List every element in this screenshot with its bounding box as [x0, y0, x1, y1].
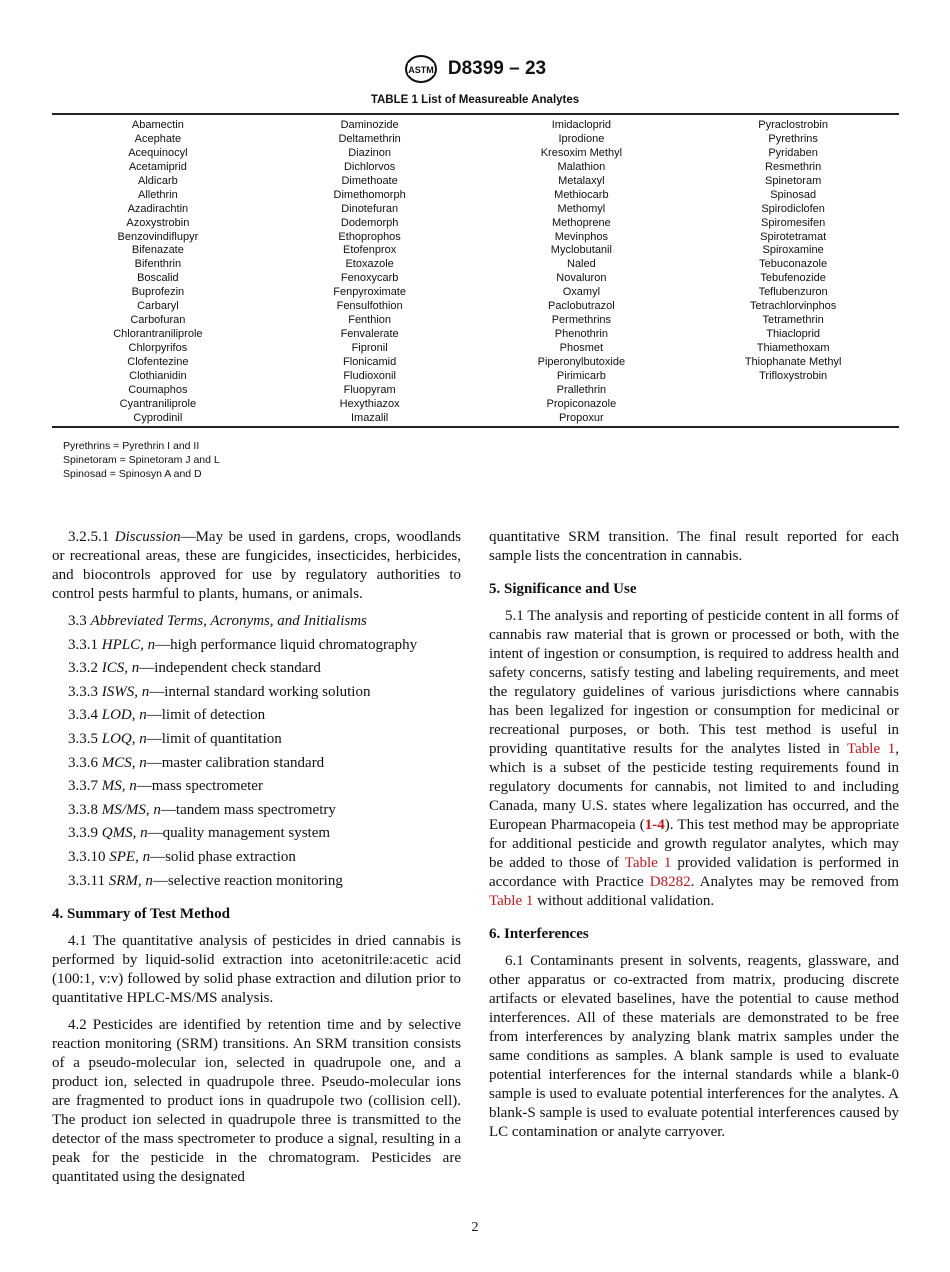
table-cell: Acephate: [134, 132, 182, 145]
text-run: MS/MS, n: [101, 801, 161, 818]
footnote: Pyrethrins = Pyrethrin I and II: [63, 440, 200, 452]
text-run: —master calibration standard: [146, 754, 325, 771]
table-cell: Daminozide: [340, 119, 399, 131]
table-cell: Cyantraniliprole: [119, 397, 197, 410]
table-cell: Carbofuran: [130, 314, 186, 327]
table-cell: Piperonylbutoxide: [537, 355, 626, 368]
table-column: [476, 115, 688, 426]
table-cell: Diazinon: [348, 146, 392, 159]
text-run: —internal standard working solution: [149, 683, 371, 700]
paragraph: [489, 528, 899, 566]
reference-link[interactable]: Table 1: [847, 741, 896, 757]
table-cell: Dimethomorph: [333, 188, 406, 201]
text-run: —mass spectrometer: [136, 778, 263, 795]
paragraph: [489, 607, 899, 911]
table-cell: Permethrins: [551, 314, 612, 327]
reference-link[interactable]: 1-4: [644, 817, 665, 833]
table-cell: Propiconazole: [546, 397, 617, 410]
text-run: 3.3.7: [68, 778, 102, 795]
table-cell: Metalaxyl: [558, 174, 605, 187]
text-run: HPLC, n: [101, 636, 156, 653]
table-cell: Malathion: [557, 160, 606, 173]
table-cell: Abamectin: [131, 119, 184, 131]
table-cell: Bifenazate: [131, 244, 184, 257]
text-run: 5. Significance and Use: [489, 581, 637, 597]
term-definition: [52, 612, 461, 631]
text-run: —tandem mass spectrometry: [160, 801, 336, 818]
table-cell: Teflubenzuron: [758, 286, 828, 299]
section-heading: [52, 905, 461, 924]
table-column: [52, 115, 264, 426]
table-column: [687, 115, 899, 426]
text-run: QMS, n: [101, 825, 148, 842]
table-cell: Etoxazole: [345, 258, 394, 271]
table-cell: Cyprodinil: [133, 411, 183, 424]
right-column: [489, 528, 899, 1150]
table-cell: Imidacloprid: [551, 119, 612, 131]
text-run: ISWS, n: [101, 683, 150, 700]
text-run: SRM, n: [108, 872, 153, 889]
table-cell: Azoxystrobin: [126, 216, 190, 229]
table-cell: Coumaphos: [128, 383, 188, 396]
table-cell: Acequinocyl: [128, 146, 188, 159]
text-run: 6.1 Contaminants present in solvents, reagents, glassware, and other apparatus or co-extracted from matrix, producing discrete artifacts or elevated baselines, have the potential to cause method interferences. All of these materials are demonstrated to be free from interferences by analyzing blank matrix samples under the same conditions as samples. A blank sample is used to evaluate potential interferences for the internal standards while a blank-0 sample is used to evaluate potential interferences for the analytes. A blank-S sample is used to evaluate potential interferences caused by LC contamination or analyte carryover.: [489, 953, 899, 1140]
document-id: D8399 – 23: [447, 58, 547, 79]
text-run: 6. Interferences: [489, 926, 589, 942]
document-header: [0, 54, 950, 84]
term-definition: [52, 636, 461, 655]
text-run: 5.1 The analysis and reporting of pesticide content in all forms of cannabis raw material that is grown or processed or both, with the intent of ingestion or consumption, is required to address health and safety concerns, satisfy testing and labeling requirements, and meet the regulatory guidelines of various jurisdictions where cannabis has been legalized for ingestion or consumption for medicinal or recreational purposes, or both. This test method is useful in providing quantitative results for the analytes listed in: [489, 608, 899, 757]
table-cell: Thiophanate Methyl: [744, 355, 842, 368]
table-cell: Ethoprophos: [338, 230, 401, 243]
table-cell: Trifloxystrobin: [759, 369, 828, 382]
table-cell: Fenvalerate: [340, 328, 399, 341]
text-run: —solid phase extraction: [150, 848, 296, 865]
paragraph: [52, 1016, 461, 1187]
table-footnotes: [63, 439, 220, 481]
reference-link[interactable]: Table 1: [624, 855, 672, 871]
table-cell: Propoxur: [559, 411, 604, 424]
table-cell: Boscalid: [137, 272, 179, 285]
text-run: 4. Summary of Test Method: [52, 905, 230, 922]
svg-text:ASTM: ASTM: [408, 65, 434, 75]
table-cell: Acetamiprid: [128, 160, 187, 173]
text-run: 3.3.2: [68, 660, 102, 677]
table-cell: Fludioxonil: [343, 369, 396, 382]
footnote: Spinetoram = Spinetoram J and L: [63, 454, 220, 466]
section-heading: [489, 925, 899, 944]
text-run: 3.2.5.1: [68, 529, 115, 545]
text-run: 4.2 Pesticides are identified by retention time and by selective reaction monitoring (SRM) transitions. An SRM transition consists of a pseudo-molecular ion, selected in quadrupole one, and a product ion, selected in quadrupole three. Pseudo-molecular ions are fragmented to product ions in quadrupole two (collision cell). The product ion selected in quadrupole three is transmitted to the detector of the mass spectrometer to produce a signal, resulting in a peak for the pesticide in the chromatogram. Pesticides are quantitated using the designated: [52, 1016, 461, 1185]
table-cell: Thiamethoxam: [756, 342, 830, 354]
table-cell: Spinetoram: [764, 174, 822, 187]
table-cell: Phosmet: [559, 342, 604, 354]
table-cell: Fenoxycarb: [340, 272, 399, 285]
paragraph: [489, 952, 899, 1142]
text-run: 3.3.8: [68, 801, 102, 818]
table-cell: Imazalil: [350, 411, 389, 424]
table-cell: Kresoxim Methyl: [540, 146, 623, 159]
table-cell: Pyrethrins: [768, 132, 818, 145]
table-cell: Aldicarb: [138, 174, 178, 187]
table-cell: Spirotetramat: [760, 230, 827, 243]
table-cell: Tebuconazole: [759, 258, 828, 271]
term-definition: [52, 754, 461, 773]
table-cell: Naled: [567, 258, 596, 271]
table-cell: Chlorpyrifos: [128, 342, 188, 354]
term-definition: [52, 848, 461, 867]
text-run: 3.3.11: [68, 872, 109, 889]
text-run: 3.3.3: [68, 683, 102, 700]
term-definition: [52, 801, 461, 820]
footnote: Spinosad = Spinosyn A and D: [63, 468, 202, 480]
term-definition: [52, 730, 461, 749]
text-run: —limit of detection: [146, 707, 266, 724]
text-run: 3.3.10: [68, 848, 110, 865]
reference-link[interactable]: Table 1: [489, 893, 534, 909]
text-run: —selective reaction monitoring: [152, 872, 343, 889]
table-cell: Tetrachlorvinphos: [750, 300, 837, 313]
text-run: LOQ, n: [101, 730, 147, 747]
table-cell: Etofenprox: [343, 244, 397, 257]
text-run: 3.3.9: [68, 825, 102, 842]
term-definition: [52, 706, 461, 725]
table-cell: Fensulfothion: [336, 300, 403, 313]
table-cell: Spinosad: [770, 188, 817, 201]
term-definition: [52, 659, 461, 678]
table-cell: Prallethrin: [556, 383, 607, 396]
table-cell: Dinotefuran: [341, 202, 399, 215]
table-cell: Allethrin: [138, 188, 178, 201]
table-cell: Fenpyroximate: [333, 286, 406, 299]
term-definition: [52, 683, 461, 702]
table-cell: Azadirachtin: [127, 202, 189, 215]
reference-link[interactable]: D8282: [649, 874, 691, 890]
paragraph: [52, 932, 461, 1008]
table-cell: Iprodione: [558, 132, 605, 145]
term-definition: [52, 872, 461, 891]
text-run: Abbreviated Terms, Acronyms, and Initialisms: [90, 613, 367, 629]
table-cell: Novaluron: [556, 272, 607, 285]
text-run: MCS, n: [101, 754, 147, 771]
text-run: —limit of quantitation: [146, 730, 282, 747]
astm-logo-icon: [404, 54, 438, 84]
table-cell: Spiromesifen: [761, 216, 826, 229]
text-run: Discussion: [114, 529, 181, 545]
table-cell: Carbaryl: [137, 300, 179, 313]
text-run: , which is a subset of the pesticide testing requirements found in regulatory documents for cannabis, not limited to and including Canada, many U.S. states where legalization has occurred, and the European Pharmacopeia (: [489, 741, 899, 833]
table-cell: Mevinphos: [554, 230, 608, 243]
table-cell: Deltamethrin: [338, 132, 401, 145]
text-run: MS, n: [101, 778, 137, 795]
left-column: [52, 528, 461, 1195]
table-cell: Methomyl: [557, 202, 606, 215]
table-cell: Methoprene: [552, 216, 611, 229]
table-cell: Bifenthrin: [134, 258, 182, 271]
table-cell: Pyraclostrobin: [758, 119, 828, 131]
table-cell: Dimethoate: [341, 174, 398, 187]
table-cell: Hexythiazox: [339, 397, 400, 410]
term-definition: [52, 777, 461, 796]
table-cell: Flonicamid: [343, 355, 397, 368]
text-run: —high performance liquid chromatography: [155, 636, 418, 653]
text-run: LOD, n: [101, 707, 147, 724]
table-cell: Tetramethrin: [762, 314, 824, 327]
text-run: ICS, n: [101, 660, 140, 677]
table-cell: Fluopyram: [343, 383, 396, 396]
text-run: —May be used in gardens, crops, woodlands or recreational areas, these are fungicides, insecticides, herbicides, and biocontrols approved for use by regulatory authorities to control pests harmful to plants, humans, or animals.: [52, 529, 462, 602]
analytes-table: [52, 113, 899, 428]
table-cell: Chlorantraniliprole: [113, 328, 203, 341]
table-cell: Methiocarb: [554, 188, 609, 201]
table-cell: Thiacloprid: [766, 328, 821, 341]
term-definition: [52, 824, 461, 843]
table-cell: Spiroxamine: [762, 244, 824, 257]
table-cell: Buprofezin: [131, 286, 185, 299]
text-run: 3.3.4: [68, 707, 102, 724]
text-run: 4.1 The quantitative analysis of pesticides in dried cannabis is performed by liquid-solid extraction into acetonitrile:acetic acid (100:1, v:v) followed by solid phase extraction and dilution prior to quantitative HPLC-MS/MS analysis.: [52, 932, 461, 1006]
page-number: 2: [471, 1220, 479, 1235]
table-cell: Fipronil: [351, 342, 388, 354]
table-cell: Benzovindiflupyr: [117, 230, 199, 243]
table-cell: Paclobutrazol: [548, 300, 615, 313]
text-run: without additional validation.: [533, 893, 715, 909]
text-run: 3.3: [68, 613, 91, 629]
table-cell: Clofentezine: [127, 355, 189, 368]
table-cell: Pirimicarb: [556, 369, 606, 382]
table-cell: Clothianidin: [129, 369, 187, 382]
table-cell: Pyridaben: [768, 146, 818, 159]
text-run: —quality management system: [147, 825, 331, 842]
table-cell: Myclobutanil: [550, 244, 612, 257]
table-cell: Oxamyl: [562, 286, 601, 299]
table-cell: Fenthion: [348, 314, 392, 327]
paragraph: [52, 528, 461, 604]
table-cell: Phenothrin: [554, 328, 608, 341]
text-run: quantitative SRM transition. The final result reported for each sample lists the concentration in cannabis.: [489, 529, 899, 564]
table-cell: Tebufenozide: [760, 272, 826, 285]
text-run: 3.3.1: [68, 636, 102, 653]
table-cell: Dodemorph: [340, 216, 399, 229]
section-heading: [489, 580, 899, 599]
table-cell: Dichlorvos: [343, 160, 396, 173]
text-run: . Analytes may be removed from: [690, 874, 899, 890]
table-title: TABLE 1 List of Measureable Analytes: [370, 94, 580, 106]
text-run: SPE, n: [109, 848, 151, 865]
text-run: 3.3.5: [68, 730, 102, 747]
text-run: provided validation is performed in accordance with Practice: [489, 855, 899, 890]
text-run: ). This test method may be appropriate for additional pesticide and growth regulator analytes, which may be added to those of: [489, 817, 899, 871]
text-run: —independent check standard: [139, 660, 321, 677]
table-cell: Resmethrin: [765, 160, 822, 173]
table-column: [264, 115, 476, 426]
text-run: 3.3.6: [68, 754, 102, 771]
table-cell: Spirodiclofen: [761, 202, 825, 215]
